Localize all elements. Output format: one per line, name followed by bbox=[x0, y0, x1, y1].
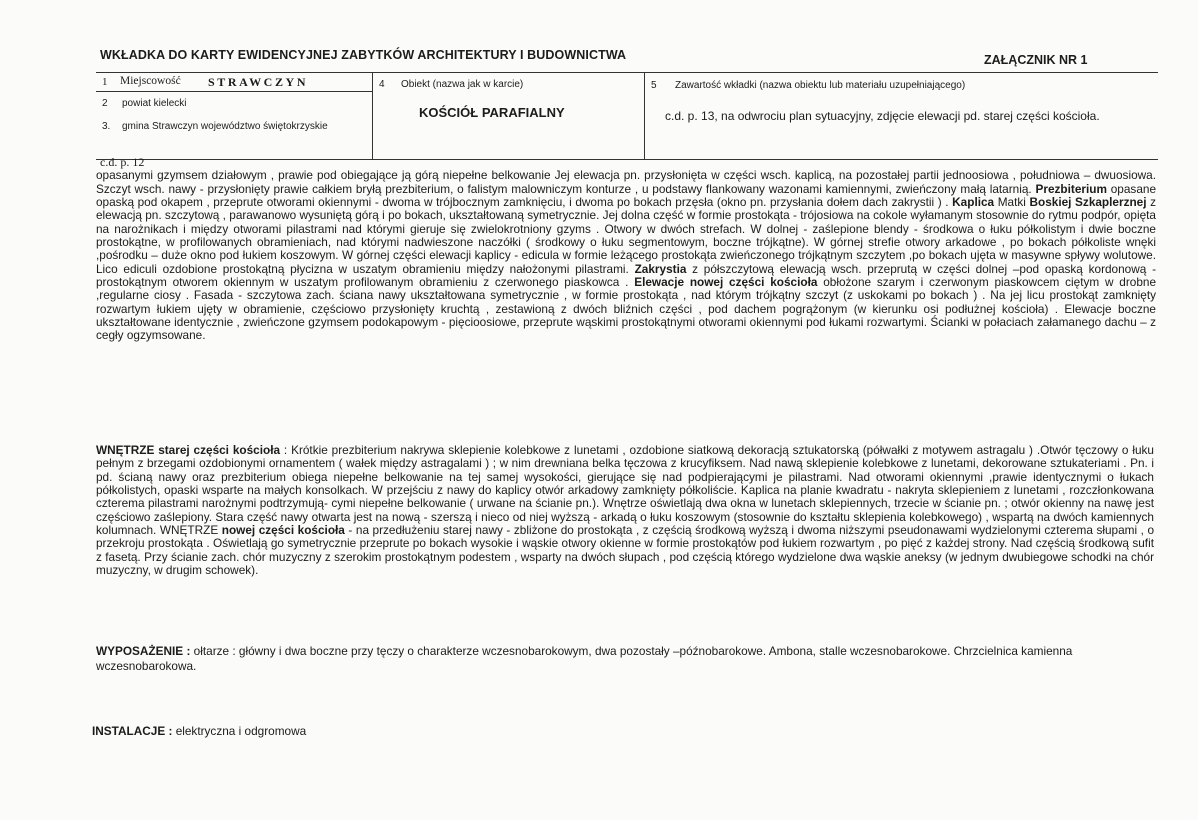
commune-text: gmina Strawczyn województwo świętokrzyskie bbox=[122, 121, 328, 132]
contents-label: Zawartość wkładki (nazwa obiektu lub materiału uzupełniającego) bbox=[675, 80, 966, 91]
heading-furnishings: WYPOSAŻENIE : bbox=[96, 644, 191, 658]
text-segment: elektryczna i odgromowa bbox=[175, 724, 307, 738]
object-label: Obiekt (nazwa jak w karcie) bbox=[401, 79, 524, 90]
exterior-description bbox=[96, 156, 1156, 343]
location-cell bbox=[96, 73, 372, 159]
heading-new-elevations: Elewacje nowej części kościoła bbox=[634, 275, 818, 290]
installations-section bbox=[92, 724, 692, 739]
field-number-5: 5 bbox=[651, 80, 657, 91]
heading-chapel-name: Boskiej Szkaplerznej bbox=[1029, 195, 1147, 210]
county-text: powiat kielecki bbox=[122, 98, 187, 109]
continuation-note: c.d. p. 12 bbox=[100, 155, 145, 169]
field-number-4: 4 bbox=[379, 79, 385, 90]
heading-interior-new: nowej części kościoła bbox=[221, 523, 345, 538]
text-segment: obłożone szarym i czerwonym piaskowcem ciętym w drobne ,regularne ciosy . Fasada - szczytowa zach. ściana nawy ukształtowana symetrycznie , w formie prostokąta , nad którym trójkątny szczyt (z uskokami po bokach ) . Na jej licu prostokąt zamknięty rozwartym łukiem ujęty w obramienie, częściowo przysłonięty kruchtą , zestawioną z dwóch bliźnich części , pod dachem pogrążonym (w kierunku osi podłużnej kościoła) . Elewacje boczne ukształtowane identycznie , zwieńczone gzymsem podokapowym - pięcioosiowe, przeprute wąskimi prostokątnymi otworami okiennymi pod łukami rozwartymi. Ścianki w połaciach załamanego dachu – z cegły ogzymsowane. bbox=[96, 275, 1157, 343]
text-segment: - na przedłużeniu starej nawy - zbliżone do prostokąta , z częścią środkową wyższą i dwoma niższymi pseudonawami wydzielonymi czterema słupami , o przekroju prostokąta . Oświetlają go symetrycznie przeprute po bokach wysokie i wąskie otwory okienne w formie prostokątów pod łukiem rozwartym , po pięć z każdej strony. Nad częścią środkową sufit z fasetą. Przy ścianie zach. chór muzyczny z szerokim prostokątnym podestem , wsparty na dwóch słupach , pod częścią którego wydzielone dwa wąskie aneksy (w jednym dwubiegowe schodki na chór muzyczny, w drugim schowek). bbox=[96, 523, 1155, 578]
heading-interior-old: WNĘTRZE starej części kościoła bbox=[96, 443, 281, 457]
field-number-3: 3. bbox=[102, 121, 111, 132]
text-segment: ołtarze : główny i dwa boczne przy tęczy o charakterze wczesnobarokowym, dwa pozostały –późnobarokowe. Ambona, stalle wczesnobarokowe. Chrzcielnica kamienna wczesnobarokowa. bbox=[96, 644, 1073, 673]
text-segment: : Krótkie prezbiterium nakrywa sklepienie kolebkowe z lunetami , ozdobione siatkową dekoracją sztukatorską (półwałki z motywem astragalu ) .Otwór tęczowy o łuku pełnym z brzegami ozdobionymi ornamentem ( wałek między astragalami ) ; w nim drewniana belka tęczowa z krucyfiksem. Nad nawą sklepienie kolebkowe z lunetami, dekorowane sztukateriami . Pn. i pd. ścianą nawy oraz prezbiterium obiega niepełne belkowanie na tej samej wysokości, gierujące się nad podpierającymi je pilastrami. Nad otworami okiennymi ,prawie identycznymi o łukach półkolistych, opaski wsparte na małych konsolkach. W przejściu z nawy do kaplicy otwór arkadowy zamknięty półkoliście. Kaplica na planie kwadratu - nakryta sklepieniem z lunetami , rozczłonkowana czterema pilastrami narożnymi podtrzymują- cymi niepełne belkowanie ( urwane na ścianie pn.). Wnętrze oświetlają dwa okna w lunetach sklepiennych, trzecie w ścianie pn. ; otwór okienny na nawę jest częściowo zaślepiony. Stara część nawy otwarta jest na nową - szerszą i nieco od niej wyższą - arkadą o łuku koszowym (stosownie do kształtu sklepienia kolebkowego) , wspartą na dwóch kamiennych kolumnach. WNĘTRZE bbox=[96, 443, 1154, 538]
contents-cell bbox=[644, 73, 1158, 159]
contents-text: c.d. p. 13, na odwrociu plan sytuacyjny, zdjęcie elewacji pd. starej części kościoła. bbox=[665, 109, 1100, 123]
furnishings-section bbox=[96, 644, 1154, 674]
attachment-label: ZAŁĄCZNIK NR 1 bbox=[984, 53, 1088, 67]
text-segment: Matki bbox=[997, 195, 1026, 210]
object-name: KOŚCIÓŁ PARAFIALNY bbox=[419, 105, 565, 120]
form-title: WKŁADKA DO KARTY EWIDENCYJNEJ ZABYTKÓW ARCHITEKTURY I BUDOWNICTWA bbox=[100, 48, 627, 62]
text-segment: z półszczytową elewacją wsch. przeprutą w części dolnej –pod opaską kordonową - prostokątnym otworem okiennym w uszatym profilowanym obramieniu z czerwonego piaskowca . bbox=[96, 261, 1156, 290]
divider bbox=[96, 91, 372, 92]
interior-description bbox=[96, 444, 1154, 577]
heading-installations: INSTALACJE : bbox=[92, 724, 173, 738]
object-cell bbox=[372, 73, 645, 159]
field-number-1: 1 bbox=[102, 76, 108, 88]
header-table bbox=[96, 72, 1158, 160]
locality-label: Miejscowość bbox=[120, 75, 181, 87]
heading-chapel: Kaplica bbox=[952, 195, 995, 210]
text-segment: z elewacją pn. szczytową , parawanowo wysuniętą górą i po bokach, ukształtowaną symetrycznie. Jej dolna część w formie prostokąta - trójosiowa na cokole wyłamanym stosownie do rytmu podpór, opięta na narożnikach i między otworami pilastrami nad którymi gieruje się zwielokrotniony gzyms . Otwory w dwóch strefach. W dolnej - zaślepione blendy - środkowa o łuku półkolistym i dwie boczne prostokątne, w profilowanych obramieniach, nad którymi nadwieszone naczółki ( środkowy o łuku segmentowym, boczne trójkątne). W górnej strefie otwory arkadowe , po bokach półkoliste wnęki ,pośrodku – duże okno pod łukiem koszowym. W górnej części elewacji kaplicy - edicula w formie leżącego prostokąta zwieńczonego trójkątnym szczytem ,po bokach ujęta w masywne spływy wolutowe. Lico ediculi ozdobione prostokątną płycizna w uszatym obramieniu między nałożonymi pilastrami. bbox=[96, 195, 1157, 276]
field-number-2: 2 bbox=[102, 98, 108, 109]
locality-value: STRAWCZYN bbox=[208, 75, 309, 89]
text-segment: opasanymi gzymsem działowym , prawie pod obiegające ją górą niepełne belkowanie Jej elewacja pn. przysłonięta w części wsch. kaplicą, na pozostałej partii jednoosiowa , południowa – dwuosiowa. Szczyt wsch. nawy - przysłonięty prawie całkiem bryłą prezbiterium, o falistym malowniczym konturze , u podstawy flankowany wazonami kamiennymi, zwieńczony małą latarnią. bbox=[96, 168, 1156, 196]
heading-presbytery: Prezbiterium bbox=[1035, 181, 1107, 196]
heading-sacristy: Zakrystia bbox=[634, 261, 687, 276]
text-segment: opasane opaską pod okapem , przeprute otworami okiennymi - dwoma w trójbocznym zamknięciu, i dwoma po bokach przęsła (okno pn. przysłania dołem dach zakrystii ) . bbox=[96, 181, 1157, 210]
